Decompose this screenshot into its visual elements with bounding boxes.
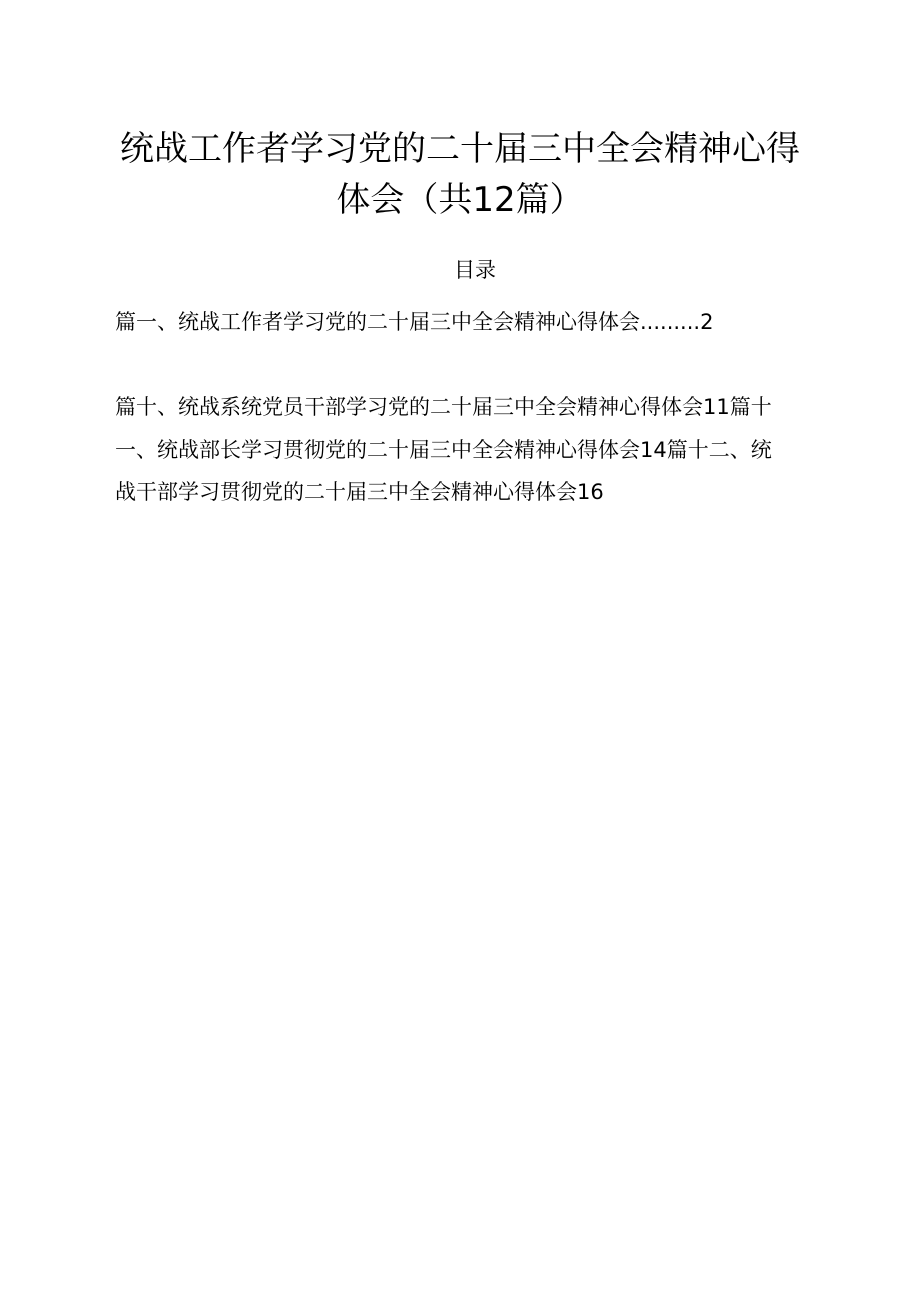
- toc-entry[interactable]: 一、统战部长学习贯彻党的二十届三中全会精神心得体会14篇十二、统: [115, 438, 772, 462]
- toc-entry[interactable]: 篇十、统战系统党员干部学习党的二十届三中全会精神心得体会11篇十: [115, 395, 772, 419]
- toc-heading: 目录: [454, 258, 496, 282]
- document-title-line-2: 体会（共12篇）: [336, 180, 584, 220]
- document-title-line-1: 统战工作者学习党的二十届三中全会精神心得: [120, 129, 800, 169]
- toc-entry[interactable]: 篇一、统战工作者学习党的二十届三中全会精神心得体会.........2: [115, 310, 714, 334]
- toc-entry[interactable]: 战干部学习贯彻党的二十届三中全会精神心得体会16: [115, 480, 604, 504]
